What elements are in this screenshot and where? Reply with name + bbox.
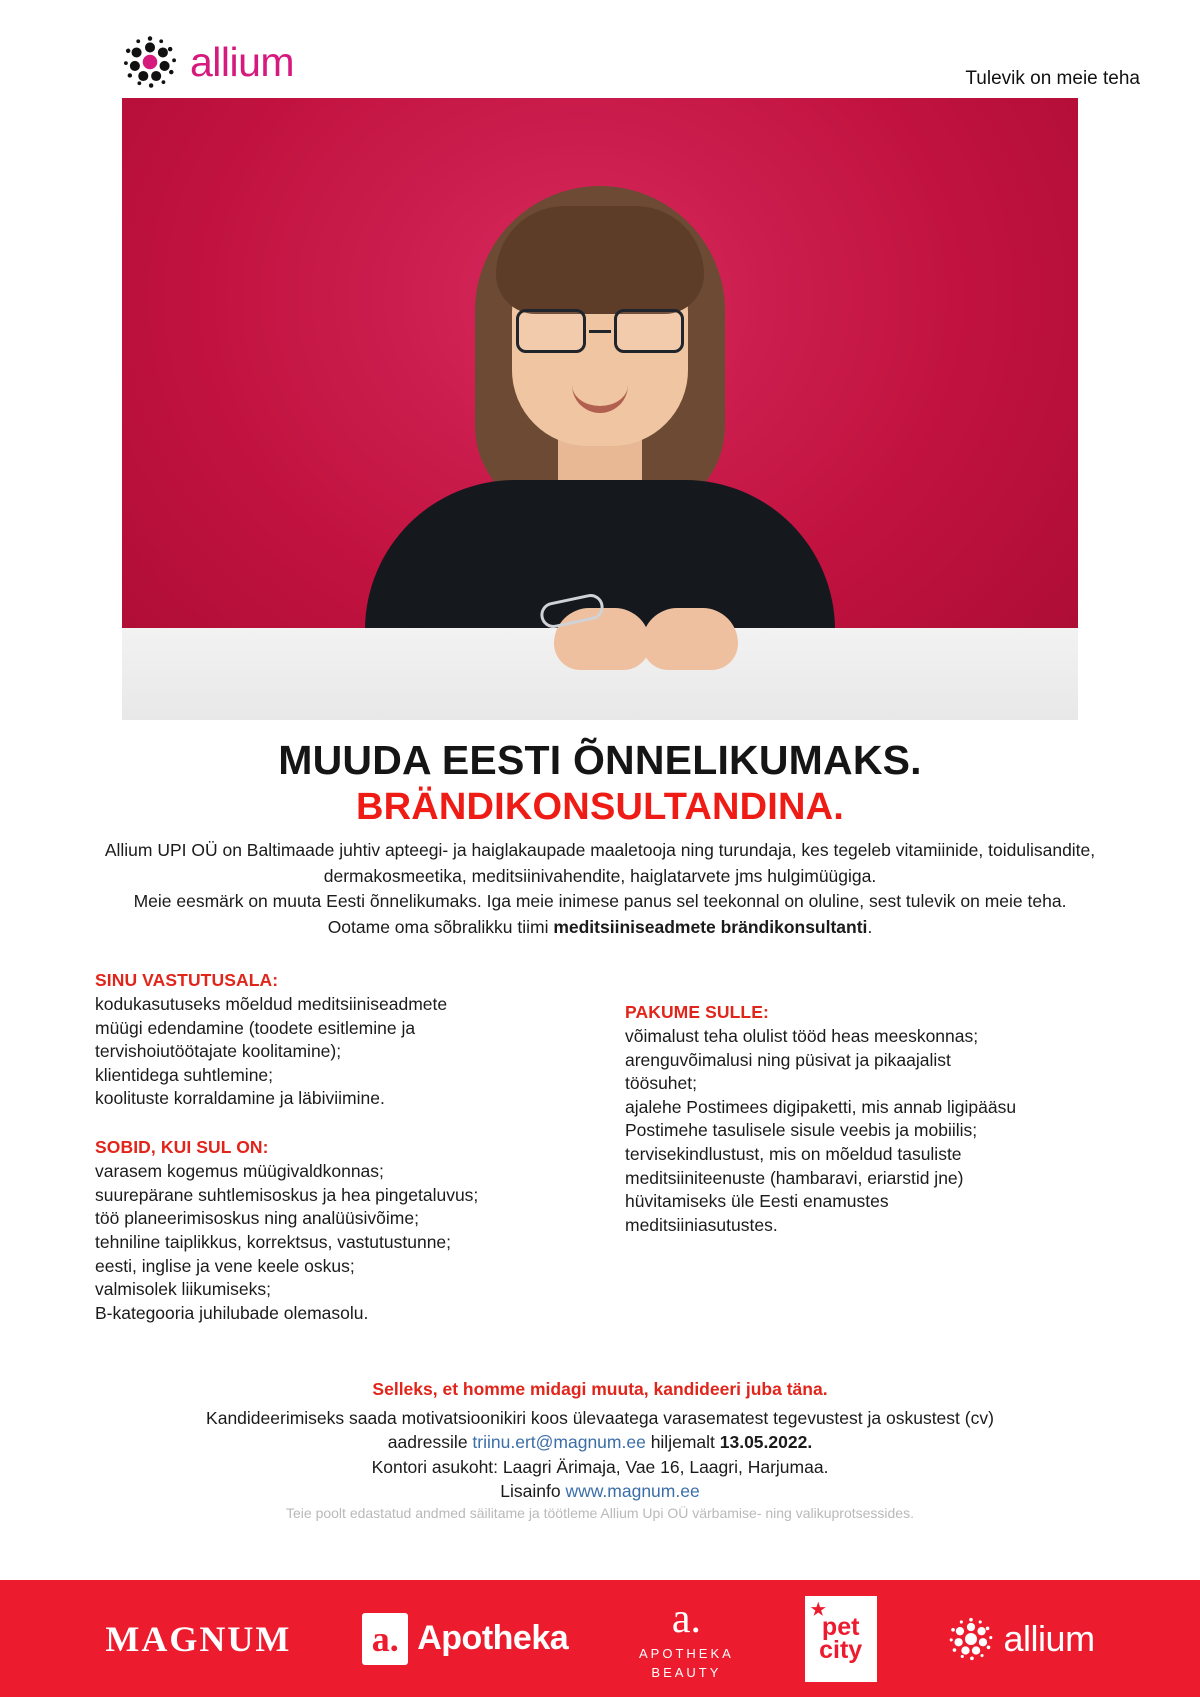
list-item: kodukasutuseks mõeldud meditsiiniseadmete [95, 993, 448, 1014]
list-item: töö planeerimisoskus ning analüüsivõime; [95, 1208, 419, 1229]
list-item: meditsiiniasutustes. [625, 1214, 778, 1235]
page-title: MUUDA EESTI ÕNNELIKUMAKS. [278, 737, 922, 783]
allium-logo[interactable] [122, 34, 294, 90]
apotheka-wordmark: Apotheka [417, 1619, 569, 1657]
brand-logo-allium [948, 1616, 1095, 1662]
list-item: tervisekindlustust, mis on mõeldud tasuliste [625, 1144, 962, 1165]
list-item: hüvitamiseks üle Eesti enamustes [625, 1191, 889, 1212]
office-address: Kontori asukoht: Laagri Ärimaja, Vae 16, Laagri, Harjumaa. [371, 1456, 829, 1477]
details-columns [95, 970, 1105, 1352]
page-subtitle: BRÄNDIKONSULTANDINA. [355, 785, 845, 828]
list-item: võimalust teha olulist tööd heas meeskonnas; [625, 1025, 979, 1046]
hero-photo [122, 98, 1078, 720]
list-item: arenguvõimalusi ning püsivat ja pikaajalist [625, 1049, 951, 1070]
brand-logo-petcity [805, 1596, 877, 1682]
apply-instructions: Kandideerimiseks saada motivatsioonikiri koos ülevaatega varasematest tegevustest ja oskustest (cv) [206, 1407, 994, 1428]
list-item: klientidega suhtlemine; [95, 1064, 274, 1085]
brand-logo-apotheka-beauty [639, 1597, 734, 1679]
intro-line-4-prefix: Ootame oma sõbralikku tiimi [327, 916, 554, 937]
application-deadline: 13.05.2022. [719, 1432, 813, 1453]
company-website-link[interactable]: www.magnum.ee [565, 1481, 700, 1502]
header-row [122, 34, 1140, 90]
deadline-prefix: hiljemalt [645, 1432, 720, 1453]
headline-block [0, 738, 1200, 828]
petcity-line2: city [819, 1635, 863, 1664]
responsibilities-list [95, 993, 565, 1111]
email-prefix: aadressile [387, 1432, 473, 1453]
portrait-fringe [496, 206, 704, 314]
header-tagline: Tulevik on meie teha [965, 68, 1140, 89]
portrait-glasses-icon [516, 308, 684, 354]
allium-flower-icon [122, 34, 178, 90]
list-item: ajalehe Postimees digipaketti, mis annab ligipääsu [625, 1096, 1017, 1117]
intro-paragraph [100, 838, 1100, 940]
brand-logo-magnum: MAGNUM [105, 1618, 292, 1659]
list-item: valmisolek liikumiseks; [95, 1279, 272, 1300]
apotheka-beauty-line1: APOTHEKA [639, 1646, 734, 1662]
application-email-link[interactable]: triinu.ert@magnum.ee [472, 1432, 646, 1453]
list-item: müügi edendamine (toodete esitlemine ja [95, 1017, 416, 1038]
intro-line-4 [100, 915, 1100, 940]
partner-brand-band [0, 1580, 1200, 1697]
list-item: Postimehe tasulisele sisule veebis ja mobiilis; [625, 1120, 978, 1141]
page-header [0, 0, 1200, 88]
intro-line-4-suffix: . [867, 916, 873, 937]
offer-list [625, 1025, 1095, 1238]
petcity-tile [805, 1596, 877, 1682]
brand-logo-apotheka [362, 1613, 568, 1665]
intro-line-2: dermakosmeetika, meditsiinivahendite, haiglatarvete jms hulgimüügiga. [323, 865, 877, 886]
privacy-disclaimer: Teie poolt edastatud andmed säilitame ja töötleme Allium Upi OÜ värbamise- ning valikuprotsessides. [286, 1504, 914, 1521]
requirements-list [95, 1160, 565, 1325]
petcity-line1: pet [821, 1612, 860, 1641]
column-right [625, 970, 1095, 1264]
apotheka-a-icon: a. [362, 1613, 408, 1665]
more-info-prefix: Lisainfo [500, 1481, 566, 1502]
offer-title: PAKUME SULLE: [625, 1001, 769, 1022]
list-item: tervishoiutöötajate koolitamine); [95, 1041, 342, 1062]
allium-wordmark: allium [190, 38, 295, 85]
intro-line-1: Allium UPI OÜ on Baltimaade juhtiv apteegi- ja haiglakaupade maaletooja ning turundaja, kes tegeleb vitamiinide, toidulisandite, [104, 840, 1096, 861]
allium-flower-icon-footer [948, 1616, 994, 1662]
glasses-bridge [589, 330, 611, 333]
glasses-lens-right [614, 309, 684, 353]
list-item: töösuhet; [625, 1073, 697, 1094]
more-info-line [95, 1479, 1105, 1504]
apotheka-beauty-line2: BEAUTY [651, 1665, 722, 1681]
intro-line-3: Meie eesmärk on muuta Eesti õnnelikumaks. Iga meie inimese panus sel teekonnal on oluline, sest tulevik on meie teha. [133, 891, 1067, 912]
list-item: koolituste korraldamine ja läbiviimine. [95, 1088, 385, 1109]
list-item: B-kategooria juhilubade olemasolu. [95, 1302, 369, 1323]
apotheka-beauty-a-icon: a. [671, 1596, 701, 1643]
list-item: tehniline taiplikkus, korrektsus, vastutustunne; [95, 1231, 452, 1252]
portrait-hand-right [642, 608, 738, 670]
glasses-lens-left [516, 309, 586, 353]
list-item: meditsiiniteenuste (hambaravi, eriarstid jne) [625, 1167, 964, 1188]
list-item: eesti, inglise ja vene keele oskus; [95, 1255, 355, 1276]
star-icon: ★ [810, 1599, 826, 1619]
contact-block [95, 1377, 1105, 1523]
apply-email-line [95, 1430, 1105, 1455]
intro-role-emphasis: meditsiiniseadmete brändikonsultanti [553, 916, 868, 937]
responsibilities-title: SINU VASTUTUSALA: [95, 969, 279, 990]
list-item: varasem kogemus müügivaldkonnas; [95, 1161, 384, 1182]
list-item: suurepärane suhtlemisoskus ja hea pingetaluvus; [95, 1184, 479, 1205]
allium-wordmark-footer: allium [1003, 1617, 1095, 1659]
requirements-title: SOBID, KUI SUL ON: [95, 1137, 269, 1158]
call-to-action: Selleks, et homme midagi muuta, kandideeri juba täna. [372, 1379, 828, 1400]
column-left [95, 970, 565, 1352]
